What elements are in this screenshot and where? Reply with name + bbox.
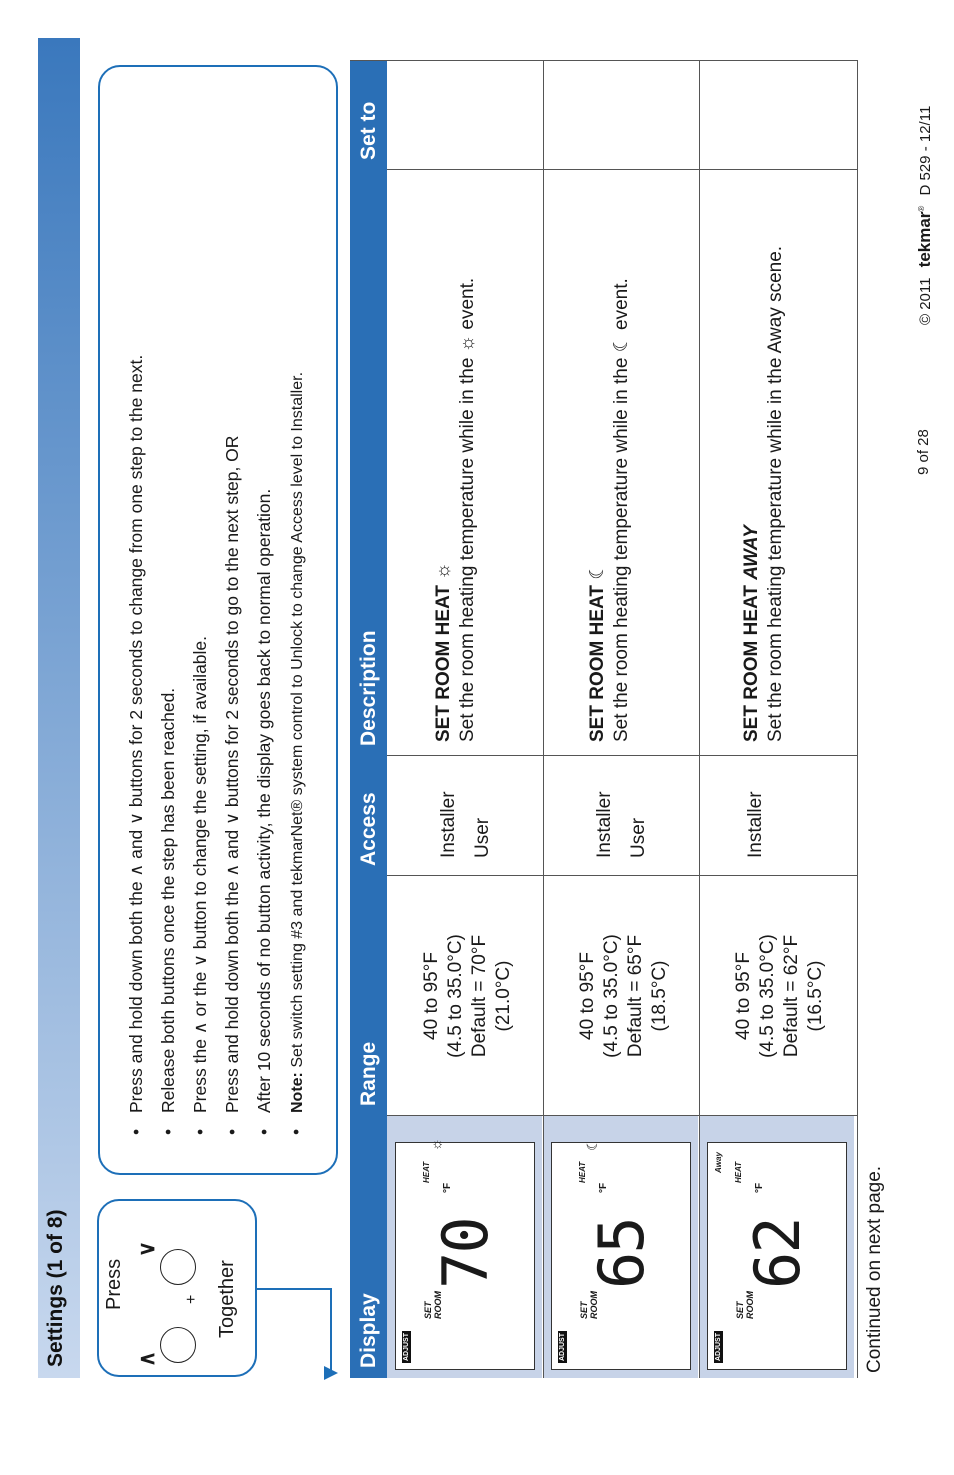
moon-icon: ☾ xyxy=(587,562,608,580)
display-cell xyxy=(699,1116,854,1378)
header-range: Range xyxy=(350,876,387,1116)
away-label: AWAY xyxy=(741,525,762,580)
setting-title: SET ROOM HEAT xyxy=(433,585,454,742)
adjust-badge: ADJUST xyxy=(715,1332,722,1361)
tekmar-logo: tekmar xyxy=(915,211,934,268)
lcd-display xyxy=(551,1138,691,1370)
connector-line-horizontal xyxy=(330,1288,332,1374)
range-cell: 40 to 95°F (4.5 to 35.0°C) Default = 62°F (16.5°C) xyxy=(733,934,826,1058)
together-label: Together xyxy=(216,1260,238,1338)
description-cell xyxy=(586,182,634,742)
header-access: Access xyxy=(350,756,387,876)
lcd-value: 65 xyxy=(585,1218,658,1289)
unit-label: °F xyxy=(442,1182,453,1193)
table-divider xyxy=(387,755,858,756)
heat-label: HEAT xyxy=(734,1161,743,1183)
continued-note: Continued on next page. xyxy=(864,1165,885,1373)
footer-copyright: © 2011 tekmar® D 529 - 12/11 xyxy=(915,105,934,325)
instruction-3: •Press the ∧ or the ∨ button to change the setting, if available. xyxy=(190,635,210,1135)
adjust-badge: ADJUST xyxy=(403,1332,410,1361)
lcd-display xyxy=(707,1142,847,1370)
table-divider xyxy=(857,60,858,1378)
unit-label: °F xyxy=(598,1182,609,1193)
display-cell xyxy=(543,1116,698,1378)
table-divider xyxy=(699,60,700,1378)
arrow-head-icon xyxy=(324,1366,338,1380)
sun-icon: ☼ xyxy=(433,562,454,580)
table-divider xyxy=(543,60,544,1378)
set-room-label: SET ROOM xyxy=(579,1291,599,1319)
description-cell xyxy=(740,182,788,742)
table-divider xyxy=(387,169,858,170)
down-arrow-icon: ∨ xyxy=(134,1240,159,1257)
plus-sign: + xyxy=(183,1294,200,1304)
header-description: Description xyxy=(350,170,387,756)
page-number: 9 of 28 xyxy=(915,429,932,475)
away-label: Away xyxy=(714,1152,723,1173)
setting-description: Set the room heating temperature while in the Away scene. xyxy=(765,245,786,742)
setting-description: Set the room heating temperature while in the ☾ event. xyxy=(611,278,632,742)
heat-label: HEAT xyxy=(422,1161,431,1183)
instruction-5: •After 10 seconds of no button activity, the display goes back to normal operation. xyxy=(254,488,274,1135)
settings-table xyxy=(350,60,858,1378)
header-display: Display xyxy=(350,1116,387,1378)
lcd-display xyxy=(395,1138,535,1370)
table-divider xyxy=(350,60,858,61)
instruction-4: •Press and hold down both the ∧ and ∨ buttons for 2 seconds to go to the next step, OR xyxy=(222,435,242,1135)
setting-title: SET ROOM HEAT xyxy=(741,585,762,742)
setting-description: Set the room heating temperature while in the ☼ event. xyxy=(457,277,478,742)
access-cell: Installer xyxy=(745,791,766,858)
access-cell: Installer User xyxy=(594,791,649,858)
adjust-badge: ADJUST xyxy=(559,1332,566,1361)
description-cell xyxy=(432,182,480,742)
instruction-2: •Release both buttons once the step has been reached. xyxy=(158,687,178,1135)
header-set-to: Set to xyxy=(350,60,387,170)
instruction-1: •Press and hold down both the ∧ and ∨ buttons for 2 seconds to change from one step to the next. xyxy=(126,354,146,1135)
access-cell: Installer User xyxy=(438,791,493,858)
heat-label: HEAT xyxy=(578,1161,587,1183)
lcd-value: 70 xyxy=(429,1218,502,1289)
instruction-note: •Note: Set switch setting #3 and tekmarNet® system control to Unlock to change Access level to Installer. xyxy=(286,371,306,1135)
table-divider xyxy=(387,1115,858,1116)
down-button-icon xyxy=(160,1249,196,1285)
section-banner xyxy=(38,38,80,1378)
press-label: Press xyxy=(103,1258,125,1310)
set-room-label: SET ROOM xyxy=(735,1291,755,1319)
moon-icon: ☾ xyxy=(584,1138,600,1151)
range-cell: 40 to 95°F (4.5 to 35.0°C) Default = 65°F (18.5°C) xyxy=(577,934,670,1058)
section-title: Settings (1 of 8) xyxy=(44,1209,67,1367)
connector-line xyxy=(257,1288,331,1290)
setting-title: SET ROOM HEAT xyxy=(587,585,608,742)
lcd-value: 62 xyxy=(741,1218,814,1289)
up-arrow-icon: ∧ xyxy=(134,1350,159,1367)
table-divider xyxy=(387,875,858,876)
set-room-label: SET ROOM xyxy=(423,1291,443,1319)
unit-label: °F xyxy=(754,1182,765,1193)
range-cell: 40 to 95°F (4.5 to 35.0°C) Default = 70°F (21.0°C) xyxy=(421,934,514,1058)
sun-icon: ☼ xyxy=(428,1138,444,1151)
up-button-icon xyxy=(160,1327,196,1363)
display-cell xyxy=(387,1116,542,1378)
